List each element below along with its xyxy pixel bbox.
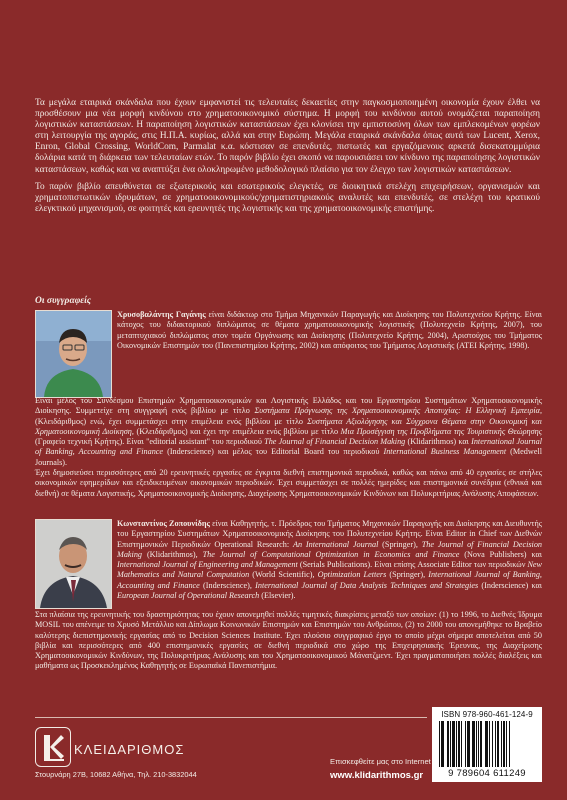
author1-bio-details	[35, 396, 542, 499]
divider	[35, 717, 427, 718]
barcode-digits: 9 789604 611249	[448, 768, 526, 779]
author2-photo	[35, 519, 112, 609]
authors-heading: Οι συγγραφείς	[35, 296, 92, 306]
description-paragraph-1: Τα μεγάλα εταιρικά σκάνδαλα που έχουν εμφανιστεί τις τελευταίες δεκαετίες στην παγκοσμιοποιημένη οικονομία έχουν έλθει να προσθέσουν μια νέα μορφή κινδύνου στο χρηματοοικονομικό σύστημα. Η μορφή του κινδύνου αυτού ονομάζεται παραποίηση λογιστικών καταστάσεων. Η παραποίηση λογιστικών καταστάσεων έχει κλονίσει την εμπιστοσύνη όλων των εμπλεκομένων φορέων στη λειτουργία της αγοράς, στις Η.Π.Α. κυρίως, αλλά και στην Ευρώπη. Μεγάλα εταιρικά σκάνδαλα όπως αυτά των Lucent, Xerox, Enron, Global Crossing, WorldCom, Parmalat κ.α. κόστισαν σε επενδυτές, πιστωτές και εργαζόμενους αρκετά δισεκατομμύρια δολάρια κατά τη διάρκεια των τελευταίων ετών. Το παρόν βιβλίο έχει σκοπό να παρουσιάσει τον κίνδυνο της παραποίησης λογιστικών καταστάσεων, καθώς και να αναπτύξει ένα ολοκληρωμένο μεθοδολογικό πλαίσιο για τον έλεγχο των λογιστικών καταστάσεων.	[35, 98, 540, 175]
publisher-name: ΚΛΕΙΔΑΡΙΘΜΟΣ	[74, 742, 185, 757]
author1-name: Χρυσοβαλάντης Γαγάνης	[117, 310, 206, 319]
author2-bio-details: Στα πλαίσια της ερευνητικής του δραστηριότητας του έχουν απονεμηθεί πολλές τιμητικές διακρίσεις μεταξύ των οποίων: (1) το 1996, το Διεθνές Ίδρυμα MOSIL του απένειμε το Χρυσό Μετάλλιο και Δίπλωμα Κοινωνικών Επιστημών και Επιστημών του Ανθρώπου, (2) το 2000 του απονεμήθηκε το Βραβείο καλύτερης διεπιστημονικής εργασίας από το Decision Sciences Institute. Έχει πλούσιο συγγραφικό έργο το οποίο μέχρι σήμερα αποτελείται από 50 βιβλία και περισσότερες από 400 επιστημονικές εργασίες σε διεθνή περιοδικά στο χώρο της Επιχειρησιακής Έρευνας, της Διαχείρισης Χρηματοοικονομικών Κινδύνων, της Πολυκριτήριας Ανάλυσης και του Χρηματοοικονομικού Μάνατζμεντ. Έχει πραγματοποιήσει πολλές διαλέξεις και μαθήματα ως Προσκεκλημένος Καθηγητής σε Ευρωπαϊκά Πανεπιστήμια.	[35, 610, 542, 671]
author1-bio-publications: Έχει δημοσιεύσει περισσότερες από 20 ερευνητικές εργασίες σε έγκριτα διεθνή επιστημονικά περιοδικά, καθώς και πάνω από 40 εργασίες σε στήλες οικονομικών εφημερίδων και εξειδικευμένων οικονομικών περιοδικών. Έχει συμμετάσχει σε πολλές ημερίδες και επιστημονικά συνέδρια (εθνικά και διεθνή) σε θέματα Λογιστικής, Χρηματοοικονομικής Διοίκησης, Διαχείρισης Χρηματοοικονομικών Κινδύνων και Πολυκριτήριας Ανάλυσης Αποφάσεων.	[35, 468, 542, 498]
author2-bio-intro: Κωνσταντίνος Ζοπουνίδης είναι Καθηγητής, τ. Πρόεδρος του Τμήματος Μηχανικών Παραγωγής και Διοίκησης και Διευθυντής του Εργαστηρίου Συστημάτων Χρηματοοικονομικής Διοίκησης του Πολυτεχνείου Κρήτης. Είναι Editor in Chief των Διεθνών Επιστημονικών Περιοδικών Operational Research: An International Journal (Springer), The Journal of Financial Decision Making (Klidarithmos), The Journal of Computational Optimization in Economics and Finance (Nova Publishers) και International Journal of Engineering and Management (Serials Publications). Είναι επίσης Associate Editor των περιοδικών New Mathematics and Natural Computation (World Scientific), Optimization Letters (Springer), International Journal of Banking, Accounting and Finance (Inderscience), International Journal of Data Analysis Techniques and Strategies (Inderscience) και European Journal of Operational Research (Elsevier).	[117, 519, 543, 601]
author1-bio-paragraph: Είναι μέλος του Συνδέσμου Επιστημών Χρηματοοικονομικών και Λογιστικής Ελλάδος και του Εργαστηρίου Συστημάτων Χρηματοοικονομικής Διοίκησης. Συμμετείχε στη συγγραφή ενός βιβλίου με τίτλο Συστήματα Πρόγνωσης της Χρηματοοικονομικής Αποτυχίας: Η Ελληνική Εμπειρία, (Κλειδάριθμος) ενώ, έχει συμμετάσχει στην επιμέλεια ενός βιβλίου με τίτλο Συστήματα Αξιολόγησης και Σύγχρονα Θέματα στην Οικονομική και Χρηματοοικονομική Διοίκηση, (Κλειδάριθμος) και έχει την επιμέλεια ενός βιβλίου με τίτλο Μια Προσέγγιση της Προβλήματα της Τουριστικής Θεώρησης (Γραφείο τεχνική Κρήτης). Είναι "editorial assistant" του περιοδικού The Journal of Financial Decision Making (Klidarithmos) και International Journal of Banking, Accounting and Finance (Inderscience) και μέλος του Editorial Board του περιοδικού International Business Management (Medwell Journals).	[35, 396, 543, 467]
description-paragraph-2: Το παρόν βιβλίο απευθύνεται σε εξωτερικούς και εσωτερικούς ελεγκτές, σε διοικητικά στελέχη επιχειρήσεων, οργανισμών και χρηματοπιστωτικών ιδρυμάτων, σε χρηματοοικονομικούς/χρηματιστηριακούς αναλυτές και επενδυτές, σε στελέχη του κρατικού ελεγκτικού μηχανισμού, σε φοιτητές και ερευνητές της λογιστικής και της χρηματοοικονομικής επιστήμης.	[35, 181, 540, 214]
website-link[interactable]: www.klidarithmos.gr	[330, 770, 424, 781]
isbn-text: ISBN 978-960-461-124-9	[441, 710, 533, 719]
book-description	[35, 98, 540, 221]
isbn-barcode	[432, 707, 542, 782]
barcode-bar	[510, 721, 511, 767]
author1-photo	[35, 310, 112, 398]
publisher-logo-icon	[35, 727, 71, 767]
visit-text: Επισκεφθείτε μας στο Internet	[330, 757, 431, 766]
author1-bio-intro: Χρυσοβαλάντης Γαγάνης είναι διδάκτωρ στο Τμήμα Μηχανικών Παραγωγής και Διοίκησης του Πολυτεχνείου Κρήτης. Είναι κάτοχος του διδακτορικού διπλώματος σε θέματα χρηματοοικονομικής λογιστικής (Πολυτεχνείο Κρήτης, 2007), του μεταπτυχιακού διπλώματος στον τομέα Οργάνωσης και Διοίκησης (Πολυτεχνείο Κρήτης, 2004), Αριστούχος του Τμήματος Οικονομικών Επιστημών του (Πανεπιστημίου Κρήτης, 2002) και απόφοιτος του Τμήματος Λογιστικής (ΑΤΕΙ Κρήτης, 1998).	[117, 310, 542, 350]
publisher-address: Στουρνάρη 27Β, 10682 Αθήνα, Τηλ. 210-3832044	[35, 770, 197, 779]
barcode-bars	[439, 721, 535, 767]
author2-name: Κωνσταντίνος Ζοπουνίδης	[117, 519, 210, 528]
